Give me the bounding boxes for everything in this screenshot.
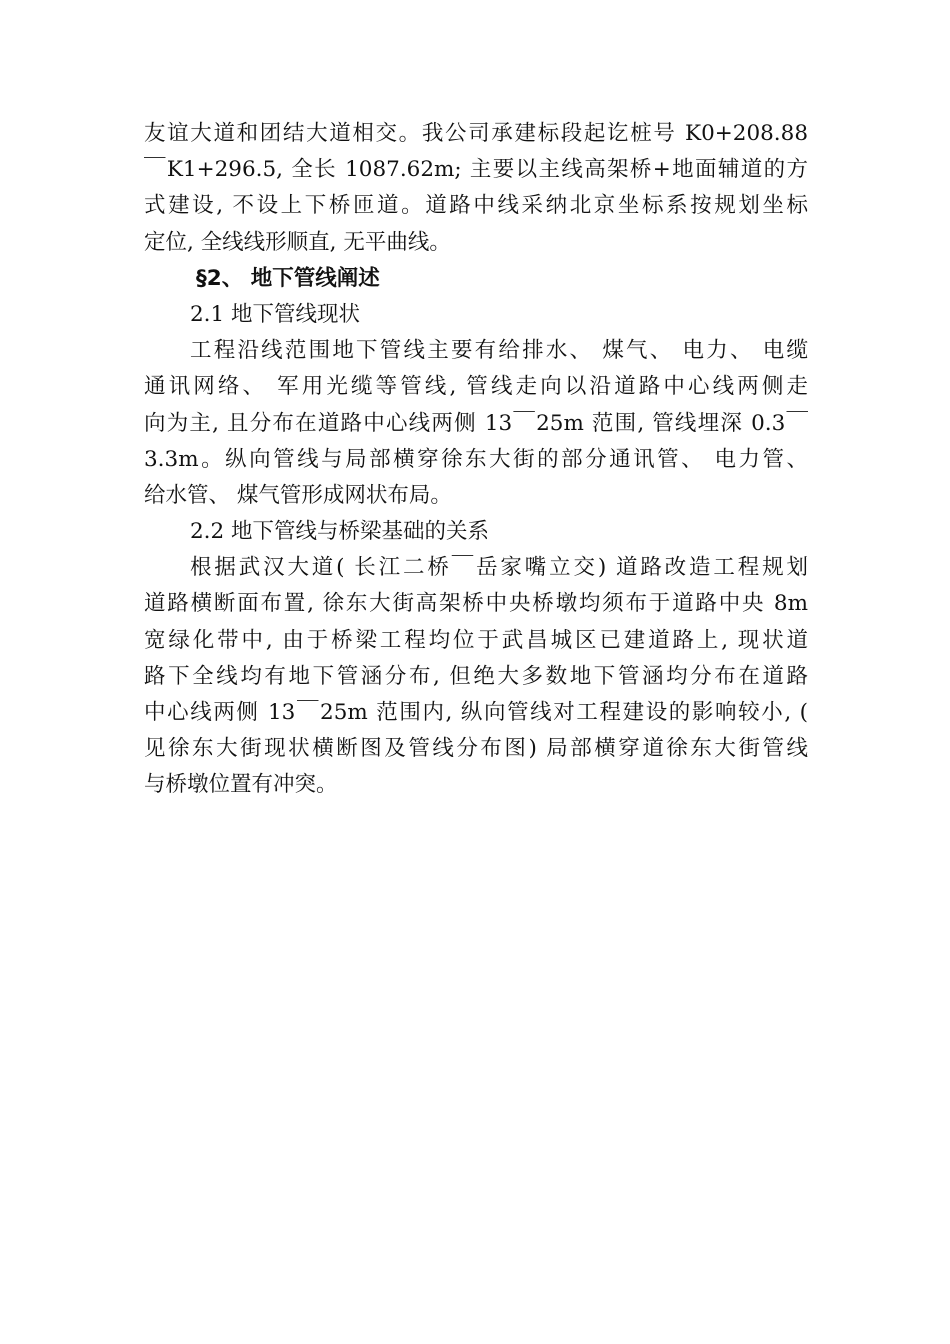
text-line: 通讯网络、 军用光缆等管线, 管线走向以沿道路中心线两侧走: [144, 374, 808, 400]
text-line: 友谊大道和团结大道相交。我公司承建标段起讫桩号 K0+208.88: [144, 121, 808, 146]
paragraph-pipeline-bridge-relation: [144, 550, 808, 803]
text-line: 中心线两侧 13￣25m 范围内, 纵向管线对工程建设的影响较小, (: [144, 700, 808, 725]
text-line: 根据武汉大道( 长江二桥￣岳家嘴立交) 道路改造工程规划: [190, 555, 808, 581]
paragraph-project-overview: [144, 116, 808, 261]
text-line: 定位, 全线线形顺直, 无平曲线。: [144, 229, 451, 255]
text-line: 工程沿线范围地下管线主要有给排水、 煤气、 电力、 电缆: [190, 338, 808, 364]
subheading-pipeline-bridge-relation: 2.2 地下管线与桥梁基础的关系: [190, 519, 490, 545]
text-line: 路下全线均有地下管涵分布, 但绝大多数地下管涵均分布在道路: [144, 663, 808, 689]
document-body: [144, 116, 808, 804]
text-line: 道路横断面布置, 徐东大街高架桥中央桥墩均须布于道路中央 8m: [144, 591, 808, 617]
text-line: 宽绿化带中, 由于桥梁工程均位于武昌城区已建道路上, 现状道: [144, 627, 808, 653]
text-line: 向为主, 且分布在道路中心线两侧 13￣25m 范围, 管线埋深 0.3￣: [144, 410, 808, 436]
text-line: 见徐东大街现状横断图及管线分布图) 局部横穿道徐东大街管线: [144, 736, 808, 762]
text-line: 给水管、 煤气管形成网状布局。: [144, 482, 452, 508]
text-line: 3.3m。纵向管线与局部横穿徐东大街的部分通讯管、 电力管、: [144, 446, 808, 472]
text-line: 式建设, 不设上下桥匝道。道路中线采纳北京坐标系按规划坐标: [144, 193, 808, 219]
text-line: 与桥墩位置有冲突。: [144, 772, 338, 798]
subheading-pipeline-status: 2.1 地下管线现状: [190, 301, 361, 327]
text-line: ￣K1+296.5, 全长 1087.62m; 主要以主线高架桥+地面辅道的方: [144, 157, 808, 183]
paragraph-pipeline-status: [144, 333, 808, 514]
section-heading: §2、 地下管线阐述: [196, 265, 380, 291]
